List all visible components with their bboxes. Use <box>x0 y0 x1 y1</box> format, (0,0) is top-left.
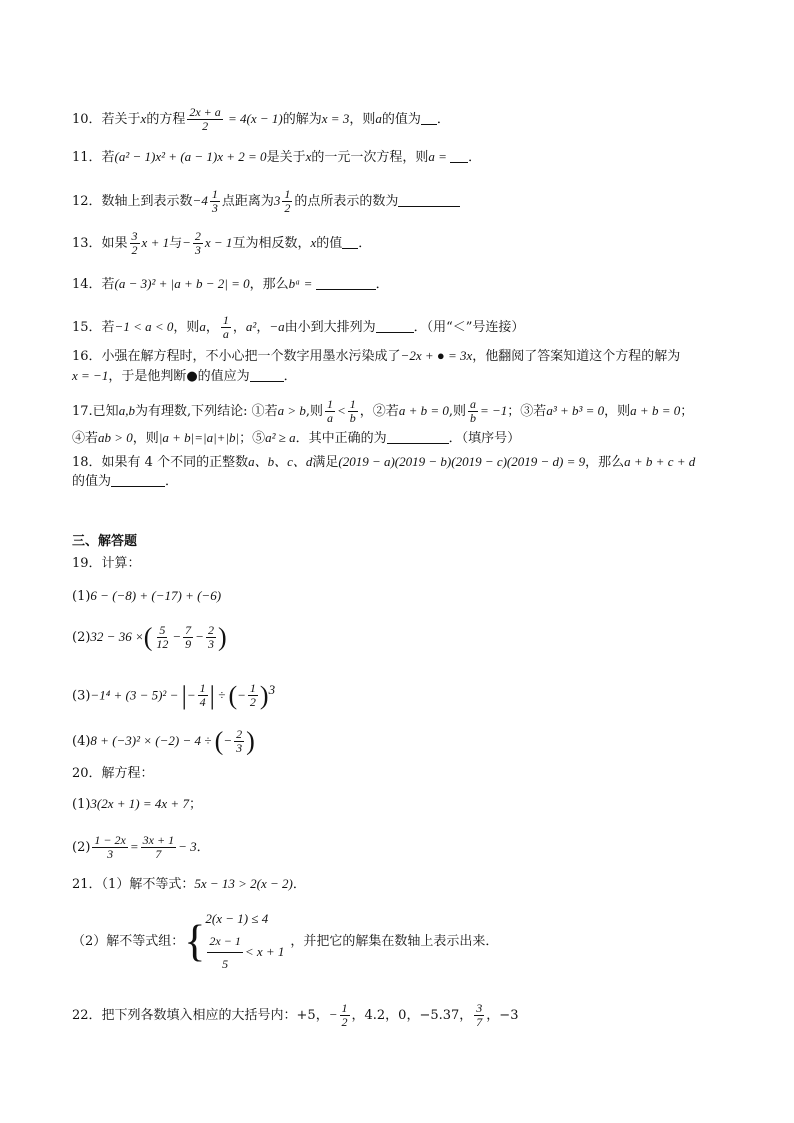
question-18: 18．如果有 4 个不同的正整数a、b、c、d满足(2019 − a)(2019 − b)(2019 − c)(2019 − d) = 9，那么a + b + c + d <box>72 454 696 470</box>
question-19-part1: (1)6 − (−8) + (−17) + (−6) <box>72 588 222 604</box>
question-19-part4: (4)8 + (−3)² × (−2) − 4 ÷ (− $\frac{2}{3}$ ) <box>72 726 255 756</box>
question-19-title: 19．计算： <box>72 556 141 571</box>
answer-blank[interactable] <box>450 148 468 163</box>
question-19-part3: (3)−1⁴ + (3 − 5)² − |− $\frac{1}{4}$ | ÷ (− $\frac{1}{2}$ )$^3$ <box>72 680 276 710</box>
question-18-line2: 的值为 ． <box>72 474 179 489</box>
question-20-part1: (1)3(2x + 1) = 4x + 7； <box>72 796 202 812</box>
question-22: 22．把下列各数填入相应的大括号内：+5，− $\frac{1}{2}$ ，4.2，0，−5.37， $\frac{3}{7}$ ，−3 <box>72 1001 519 1029</box>
question-16-line2: x = −1，于是他判断●的值应为 ． <box>72 368 297 384</box>
question-16: 16．小强在解方程时，不小心把一个数字用墨水污染成了−2x + ● = 3x，他翻阅了答案知道这个方程的解为 <box>72 348 681 364</box>
question-17-line2: ④若ab > 0，则|a + b|=|a|+|b|；⑤a² ≥ a．其中正确的为 ．（填序号） <box>72 430 521 446</box>
question-13: 13．如果 $\frac{3}{2}$ x + 1与− $\frac{2}{3}$ x − 1互为相反数，x的值 ． <box>72 229 372 257</box>
question-17: 17.已知a,b为有理数,下列结论: ①若a > b,则 $\frac{1}{a}$ < $\frac{1}{b}$ ，②若a + b = 0,则 $\frac{a}{b}$ = −1；③若a³ + b³ = 0，则a + b = 0； <box>72 397 694 425</box>
answer-blank[interactable] <box>421 110 437 125</box>
question-21-part2: （2）解不等式组：{ 2(x − 1) ≤ 4 $\frac{2x - 1}{5}$ < x + 1 ，并把它的解集在数轴上表示出来． <box>72 911 499 971</box>
question-19-part2: (2)32 − 36 ×( $\frac{5}{12}$ − $\frac{7}{9}$ − $\frac{2}{3}$ ) <box>72 622 227 652</box>
question-20-part2: (2) $\frac{1 - 2x}{3}$ = $\frac{3x + 1}{7}$ − 3． <box>72 833 210 861</box>
question-15: 15．若−1 < a < 0，则a， $\frac{1}{a}$ ，a²，−a由小到大排列为 ．（用“＜”号连接） <box>72 313 525 341</box>
question-11: 11．若(a² − 1)x² + (a − 1)x + 2 = 0是关于x的一元一次方程，则a = ． <box>72 149 482 165</box>
question-10: 10．若关于x的方程 $\frac{2x + a}{2}$ = 4(x − 1)的解为x = 3，则a的值为 ． <box>72 105 450 133</box>
answer-blank[interactable] <box>387 429 449 444</box>
section-heading: 三、解答题 <box>72 534 138 549</box>
question-20-title: 20．解方程： <box>72 766 154 781</box>
question-12: 12．数轴上到表示数−4 $\frac{1}{3}$ 点距离为3 $\frac{1}{2}$ 的点所表示的数为 <box>72 188 460 215</box>
question-14: 14．若(a − 3)² + |a + b − 2| = 0，那么bᵃ = ． <box>72 276 389 292</box>
answer-blank[interactable] <box>111 472 165 487</box>
answer-blank[interactable] <box>376 318 414 333</box>
answer-blank[interactable] <box>250 367 284 382</box>
answer-blank[interactable] <box>398 192 460 207</box>
answer-blank[interactable] <box>316 275 376 290</box>
answer-blank[interactable] <box>342 234 358 249</box>
question-21-part1: 21．（1）解不等式：5x − 13 > 2(x − 2)． <box>72 876 306 892</box>
